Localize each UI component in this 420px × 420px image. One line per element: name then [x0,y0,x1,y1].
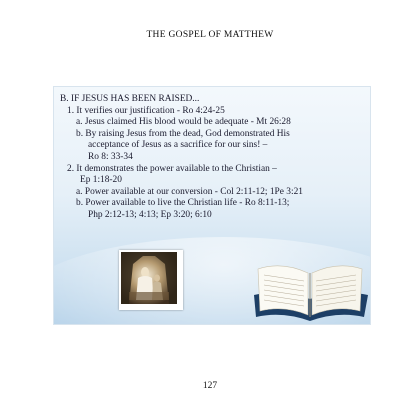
page-number: 127 [202,381,218,391]
outline-line: 2. It demonstrates the power available to the Christian – [67,163,277,174]
slide [53,86,371,325]
outline-line: a. Power available at our conversion - Col 2:11-12; 1Pe 3:21 [76,186,303,197]
page-header: THE GOSPEL OF MATTHEW [146,30,274,40]
open-bible [250,255,370,325]
outline-line: B. IF JESUS HAS BEEN RAISED... [60,94,200,104]
slide-outline [60,94,364,222]
outline-line: b. Power available to live the Christian life - Ro 8:11-13; [76,198,290,209]
outline-line: acceptance of Jesus as a sacrifice for our sins! – [88,140,268,151]
bible-image [250,255,370,325]
resurrection-painting [119,250,183,310]
outline-line: b. By raising Jesus from the dead, God demonstrated His [76,128,290,139]
outline-line: Ro 8: 33-34 [88,151,133,162]
painting-image [121,252,177,304]
outline-line: Php 2:12-13; 4:13; Ep 3:20; 6:10 [88,209,212,220]
outline-line: 1. It verifies our justification - Ro 4:24-25 [67,105,225,116]
outline-line: a. Jesus claimed His blood would be adequate - Mt 26:28 [76,117,291,128]
outline-line: Ep 1:18-20 [80,175,122,186]
